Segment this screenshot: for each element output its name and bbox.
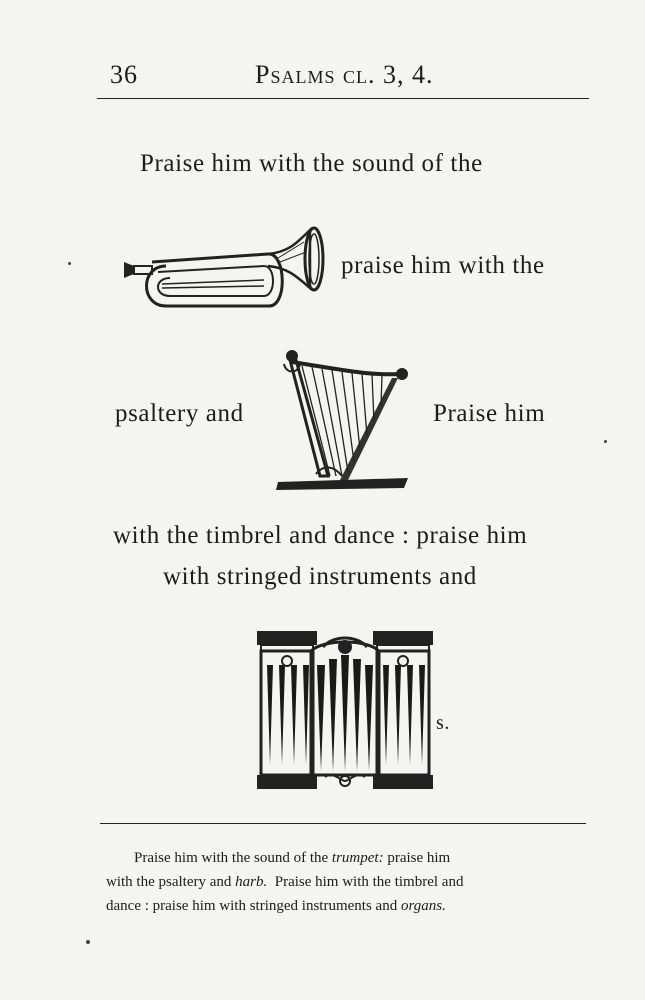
footnote-line-1: Praise him with the sound of the trumpet: praise him [134, 850, 451, 866]
footnote [106, 846, 576, 918]
rebus-line-2: praise him with the [341, 252, 545, 279]
footnote-line-3: dance : praise him with stringed instruments and organs. [106, 898, 446, 914]
organ-picture [253, 625, 437, 795]
harp-column [290, 360, 328, 476]
trumpet-italic: trumpet: [331, 850, 384, 866]
footer-rule [100, 823, 586, 824]
trumpet-mouthpiece [124, 262, 134, 278]
running-head: Psalms cl. 3, 4. [255, 60, 434, 89]
harp-soundboard [340, 378, 398, 480]
rebus-line-1: Praise him with the sound of the [140, 150, 483, 177]
harp-italic: harb. [235, 874, 268, 890]
print-speck [68, 262, 71, 265]
page-number: 36 [110, 60, 138, 89]
rebus-line-5: with stringed instruments and [163, 563, 477, 590]
rebus-line-4: with the timbrel and dance : praise him [113, 522, 528, 549]
organs-italic: organs. [400, 898, 446, 914]
trumpet-picture [118, 222, 328, 314]
header-rule [97, 98, 589, 99]
rebus-line-3-right: Praise him [433, 400, 546, 427]
rebus-line-3-left: psaltery and [115, 400, 244, 427]
rebus-line-6-suffix: s. [436, 712, 450, 734]
print-speck [604, 440, 607, 443]
harp-picture [272, 344, 412, 492]
harp-neck [292, 362, 400, 374]
print-speck [86, 940, 90, 944]
footnote-line-2: with the psaltery and harb. Praise him with the timbrel and [106, 874, 464, 890]
organ-right-cornice [373, 631, 433, 645]
organ-left-cornice [257, 631, 317, 645]
